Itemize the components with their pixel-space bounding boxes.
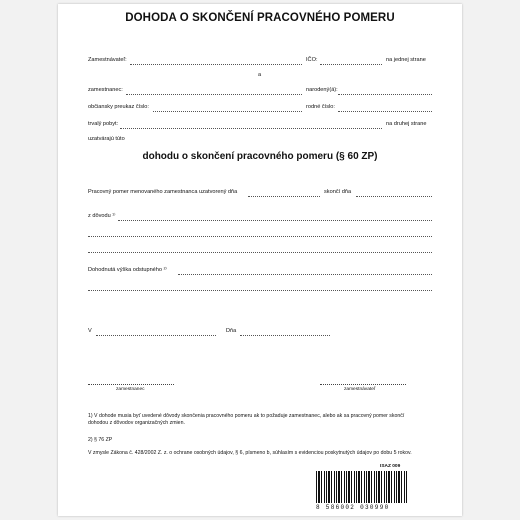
and-label: a — [258, 72, 262, 78]
severance-label: Dohodnutá výška odstupného ²⁾ — [88, 267, 167, 273]
employment-date-line[interactable] — [248, 196, 320, 197]
reason-line-2[interactable] — [88, 236, 432, 237]
ico-label: IČO: — [306, 57, 318, 63]
birth-number-line[interactable] — [338, 111, 432, 112]
reason-label: z dôvodu ¹⁾ — [88, 213, 116, 219]
barcode-number: 8 586002 030990 — [316, 504, 390, 511]
reason-line-1[interactable] — [118, 220, 432, 221]
employer-signature-line[interactable] — [320, 384, 406, 385]
employee-signature-line[interactable] — [88, 384, 174, 385]
conclude-label: uzatvárajú túto — [88, 136, 125, 142]
severance-line-2[interactable] — [88, 290, 432, 291]
ico-line[interactable] — [320, 64, 382, 65]
id-card-label: občiansky preukaz číslo: — [88, 104, 149, 110]
date-label: Dňa — [226, 328, 237, 334]
first-party-label: na jednej strane — [386, 57, 426, 63]
residence-line[interactable] — [120, 128, 382, 129]
ends-label: skončí dňa — [324, 189, 352, 195]
document-title: DOHODA O SKONČENÍ PRACOVNÉHO POMERU — [125, 12, 395, 24]
place-line[interactable] — [96, 335, 216, 336]
employee-signature-label: zamestnanec — [116, 387, 145, 392]
document-subtitle: dohodu o skončení pracovného pomeru (§ 60 ZP) — [142, 151, 378, 162]
employer-label: Zamestnávateľ: — [88, 57, 127, 63]
end-date-line[interactable] — [356, 196, 432, 197]
employer-line[interactable] — [130, 64, 302, 65]
date-line[interactable] — [240, 335, 330, 336]
reason-line-3[interactable] — [88, 252, 432, 253]
residence-label: trvalý pobyt: — [88, 121, 119, 127]
footnote-2: 2) § 76 ZP — [88, 437, 113, 443]
second-party-label: na druhej strane — [386, 121, 427, 127]
id-card-line[interactable] — [153, 111, 302, 112]
birth-date-line[interactable] — [338, 94, 432, 95]
employee-line[interactable] — [126, 94, 302, 95]
footnote-3: V zmysle Zákona č. 428/2002 Z. z. o ochrane osobných údajov, § 6, písmeno b, súhlasím s evidenciou poskytnutých údajov po dobu 5 rokov. — [88, 450, 412, 456]
document-page — [58, 4, 462, 516]
severance-line-1[interactable] — [178, 274, 432, 275]
birth-date-label: narodený(á): — [306, 87, 338, 93]
barcode-image — [316, 471, 408, 503]
form-code: ISAZ 009 — [380, 464, 401, 469]
birth-number-label: rodné číslo: — [306, 104, 335, 110]
place-label: V — [88, 328, 92, 334]
employee-label: zamestnanec: — [88, 87, 123, 93]
footnote-1: 1) V dohode musia byť uvedené dôvody skončenia pracovného pomeru ak to požaduje zamestnanec, alebo ak sa pracovný pomer skončí dohodou z dôvodov organizačných zmien. — [88, 413, 405, 426]
employer-signature-label: zamestnávateľ — [344, 387, 376, 392]
employment-text: Pracovný pomer menovaného zamestnanca uzatvorený dňa — [88, 189, 238, 195]
